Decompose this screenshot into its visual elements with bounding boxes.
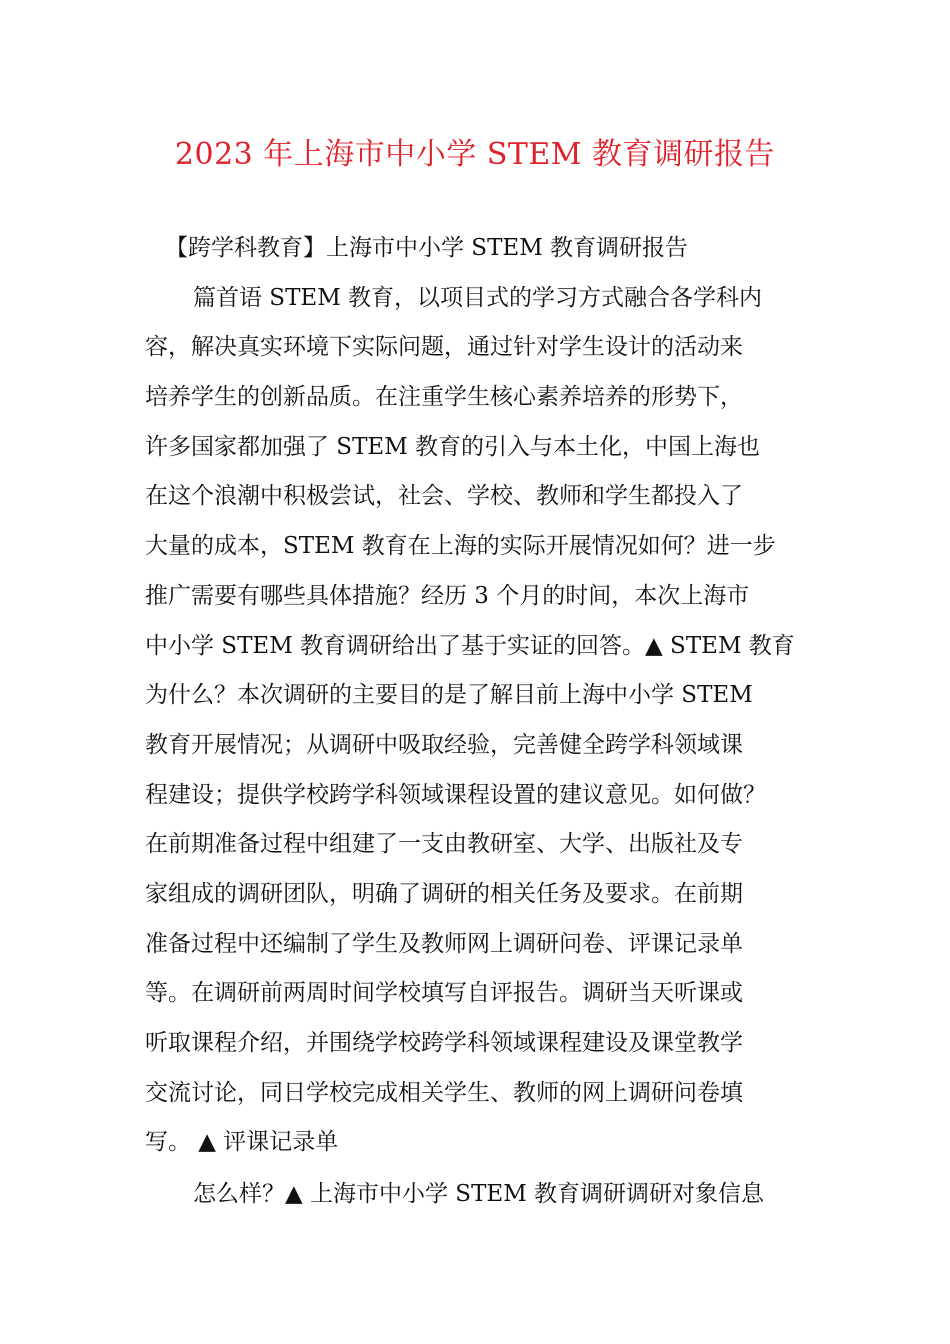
paragraph-line: 容，解决真实环境下实际问题，通过针对学生设计的活动来: [145, 334, 743, 361]
paragraph-line: 程建设；提供学校跨学科领域课程设置的建议意见。如何做？: [145, 781, 766, 808]
document-body: [145, 224, 845, 1220]
paragraph-line: 大量的成本，STEM 教育在上海的实际开展情况如何？进一步: [145, 533, 776, 560]
paragraph-line: 准备过程中还编制了学生及教师网上调研问卷、评课记录单: [145, 930, 743, 957]
document-title: 2023 年上海市中小学 STEM 教育调研报告: [174, 137, 776, 172]
paragraph-line: 篇首语 STEM 教育，以项目式的学习方式融合各学科内: [193, 284, 763, 311]
section-heading: 【跨学科教育】上海市中小学 STEM 教育调研报告: [165, 235, 689, 261]
paragraph-line: 为什么？本次调研的主要目的是了解目前上海中小学 STEM: [145, 682, 753, 709]
paragraph-line: 家组成的调研团队，明确了调研的相关任务及要求。在前期: [145, 880, 743, 907]
paragraph-line: 在这个浪潮中积极尝试，社会、学校、教师和学生都投入了: [145, 483, 743, 510]
paragraph-line: 交流讨论，同日学校完成相关学生、教师的网上调研问卷填: [145, 1079, 743, 1106]
paragraph-line: 中小学 STEM 教育调研给出了基于实证的回答。▲ STEM 教育: [145, 632, 795, 659]
paragraph-line: 怎么样？▲ 上海市中小学 STEM 教育调研调研对象信息: [193, 1181, 765, 1208]
paragraph-line: 等。在调研前两周时间学校填写自评报告。调研当天听课或: [145, 980, 743, 1007]
paragraph-line: 听取课程介绍，并围绕学校跨学科领域课程建设及课堂教学: [145, 1030, 743, 1056]
paragraph-line: 写。 ▲ 评课记录单: [145, 1129, 339, 1156]
paragraph-line: 培养学生的创新品质。在注重学生核心素养培养的形势下，: [145, 384, 743, 411]
paragraph-line: 教育开展情况；从调研中吸取经验，完善健全跨学科领域课: [145, 731, 743, 758]
paragraph-line: 许多国家都加强了 STEM 教育的引入与本土化，中国上海也: [145, 433, 761, 460]
paragraph-line: 推广需要有哪些具体措施？经历 3 个月的时间，本次上海市: [145, 582, 750, 609]
paragraph-line: 在前期准备过程中组建了一支由教研室、大学、出版社及专: [145, 831, 743, 858]
